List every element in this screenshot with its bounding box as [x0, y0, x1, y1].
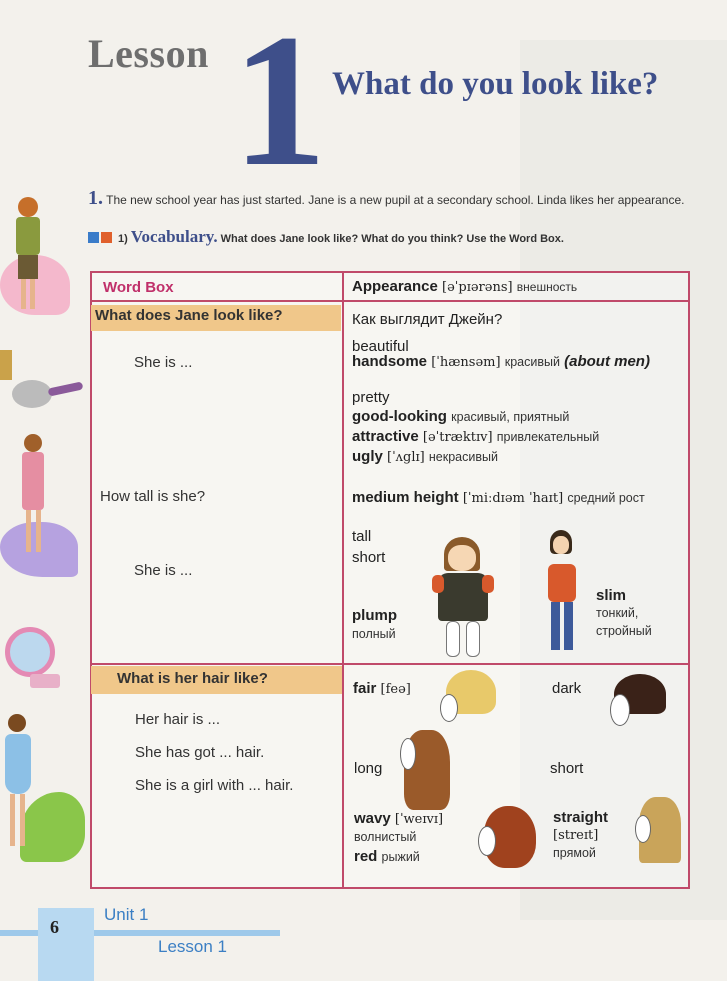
word-ugly: ugly [ˈʌglɪ] некрасивый — [352, 448, 498, 465]
exercise-text: The new school year has just started. Jane is a new pupil at a secondary school. Linda likes her appearance. — [106, 193, 685, 207]
appearance-ru: внешность — [516, 280, 578, 294]
word-tall: tall — [352, 528, 372, 545]
long-hair-illustration — [400, 728, 456, 814]
question-look-like: What does Jane look like? — [91, 305, 341, 331]
plump-girl-illustration — [432, 535, 494, 660]
word-medium-height: medium height [ˈmiːdɪəm ˈhaɪt] средний рост — [352, 489, 645, 506]
exercise-intro — [88, 187, 692, 209]
word-long: long — [354, 760, 383, 777]
pencil-icon — [101, 232, 112, 243]
question-how-tall: How tall is she? — [100, 488, 206, 505]
mirror-illustration — [0, 622, 70, 692]
word-attractive: attractive [əˈtræktɪv] привлекательный — [352, 428, 600, 445]
task-number: 1) — [118, 233, 128, 245]
word-slim: slim тонкий, стройный — [596, 587, 652, 638]
task-text: What does Jane look like? What do you think? Use the Word Box. — [220, 233, 564, 245]
girl-illustration-middle — [0, 432, 80, 582]
word-beautiful: beautiful — [352, 338, 409, 355]
red-hair-illustration — [478, 806, 538, 876]
word-handsome: handsome [ˈhænsəm] красивый (about men) — [352, 353, 650, 370]
divider — [342, 271, 344, 889]
dark-hair-illustration — [608, 674, 668, 728]
page-title: What do you look like? — [332, 66, 659, 102]
word-plump: plump полный — [352, 607, 397, 641]
question-hair-like: What is her hair like? — [91, 666, 342, 694]
ru-question: Как выглядит Джейн? — [352, 311, 503, 328]
divider — [90, 663, 690, 665]
word-straight: straight [streɪt] прямой — [553, 809, 609, 860]
prompt-hair-is: Her hair is ... — [135, 711, 221, 728]
straight-hair-illustration — [635, 797, 685, 867]
lesson-label: Lesson — [88, 31, 209, 76]
word-short: short — [352, 549, 386, 566]
word-box-label: Word Box — [103, 279, 174, 296]
appearance-ipa: [əˈpɪərəns] — [442, 280, 513, 295]
footer-unit: Unit 1 — [104, 905, 149, 924]
task-heading: Vocabulary. — [130, 227, 218, 246]
lesson-number: 1 — [232, 0, 327, 206]
word-good-looking: good-looking красивый, приятный — [352, 408, 570, 425]
appearance-word: Appearance — [352, 278, 438, 295]
girl-illustration-bottom — [0, 712, 85, 872]
exercise-number: 1. — [88, 187, 103, 209]
prompt-girl-with: She is a girl with ... hair. — [135, 777, 294, 794]
word-fair: fair [feə] — [353, 680, 411, 697]
page-number-tab — [38, 908, 94, 981]
word-short-hair: short — [550, 760, 584, 777]
prompt-has-got: She has got ... hair. — [135, 744, 265, 761]
word-red: red рыжий — [354, 848, 420, 865]
prompt-she-is-2: She is ... — [134, 562, 193, 579]
footer-lesson: Lesson 1 — [158, 937, 227, 956]
prompt-she-is: She is ... — [134, 354, 193, 371]
page-number: 6 — [50, 917, 59, 937]
word-dark: dark — [552, 680, 582, 697]
fair-hair-illustration — [440, 670, 498, 722]
word-pretty: pretty — [352, 389, 390, 406]
brush-illustration — [0, 345, 85, 415]
slim-girl-illustration — [540, 528, 585, 656]
book-icon — [88, 232, 99, 243]
word-wavy: wavy [ˈweɪvɪ] волнистый — [354, 810, 444, 844]
task-line — [88, 229, 694, 247]
divider — [90, 300, 690, 302]
appearance-header — [352, 278, 577, 295]
girl-illustration-top — [0, 195, 80, 325]
